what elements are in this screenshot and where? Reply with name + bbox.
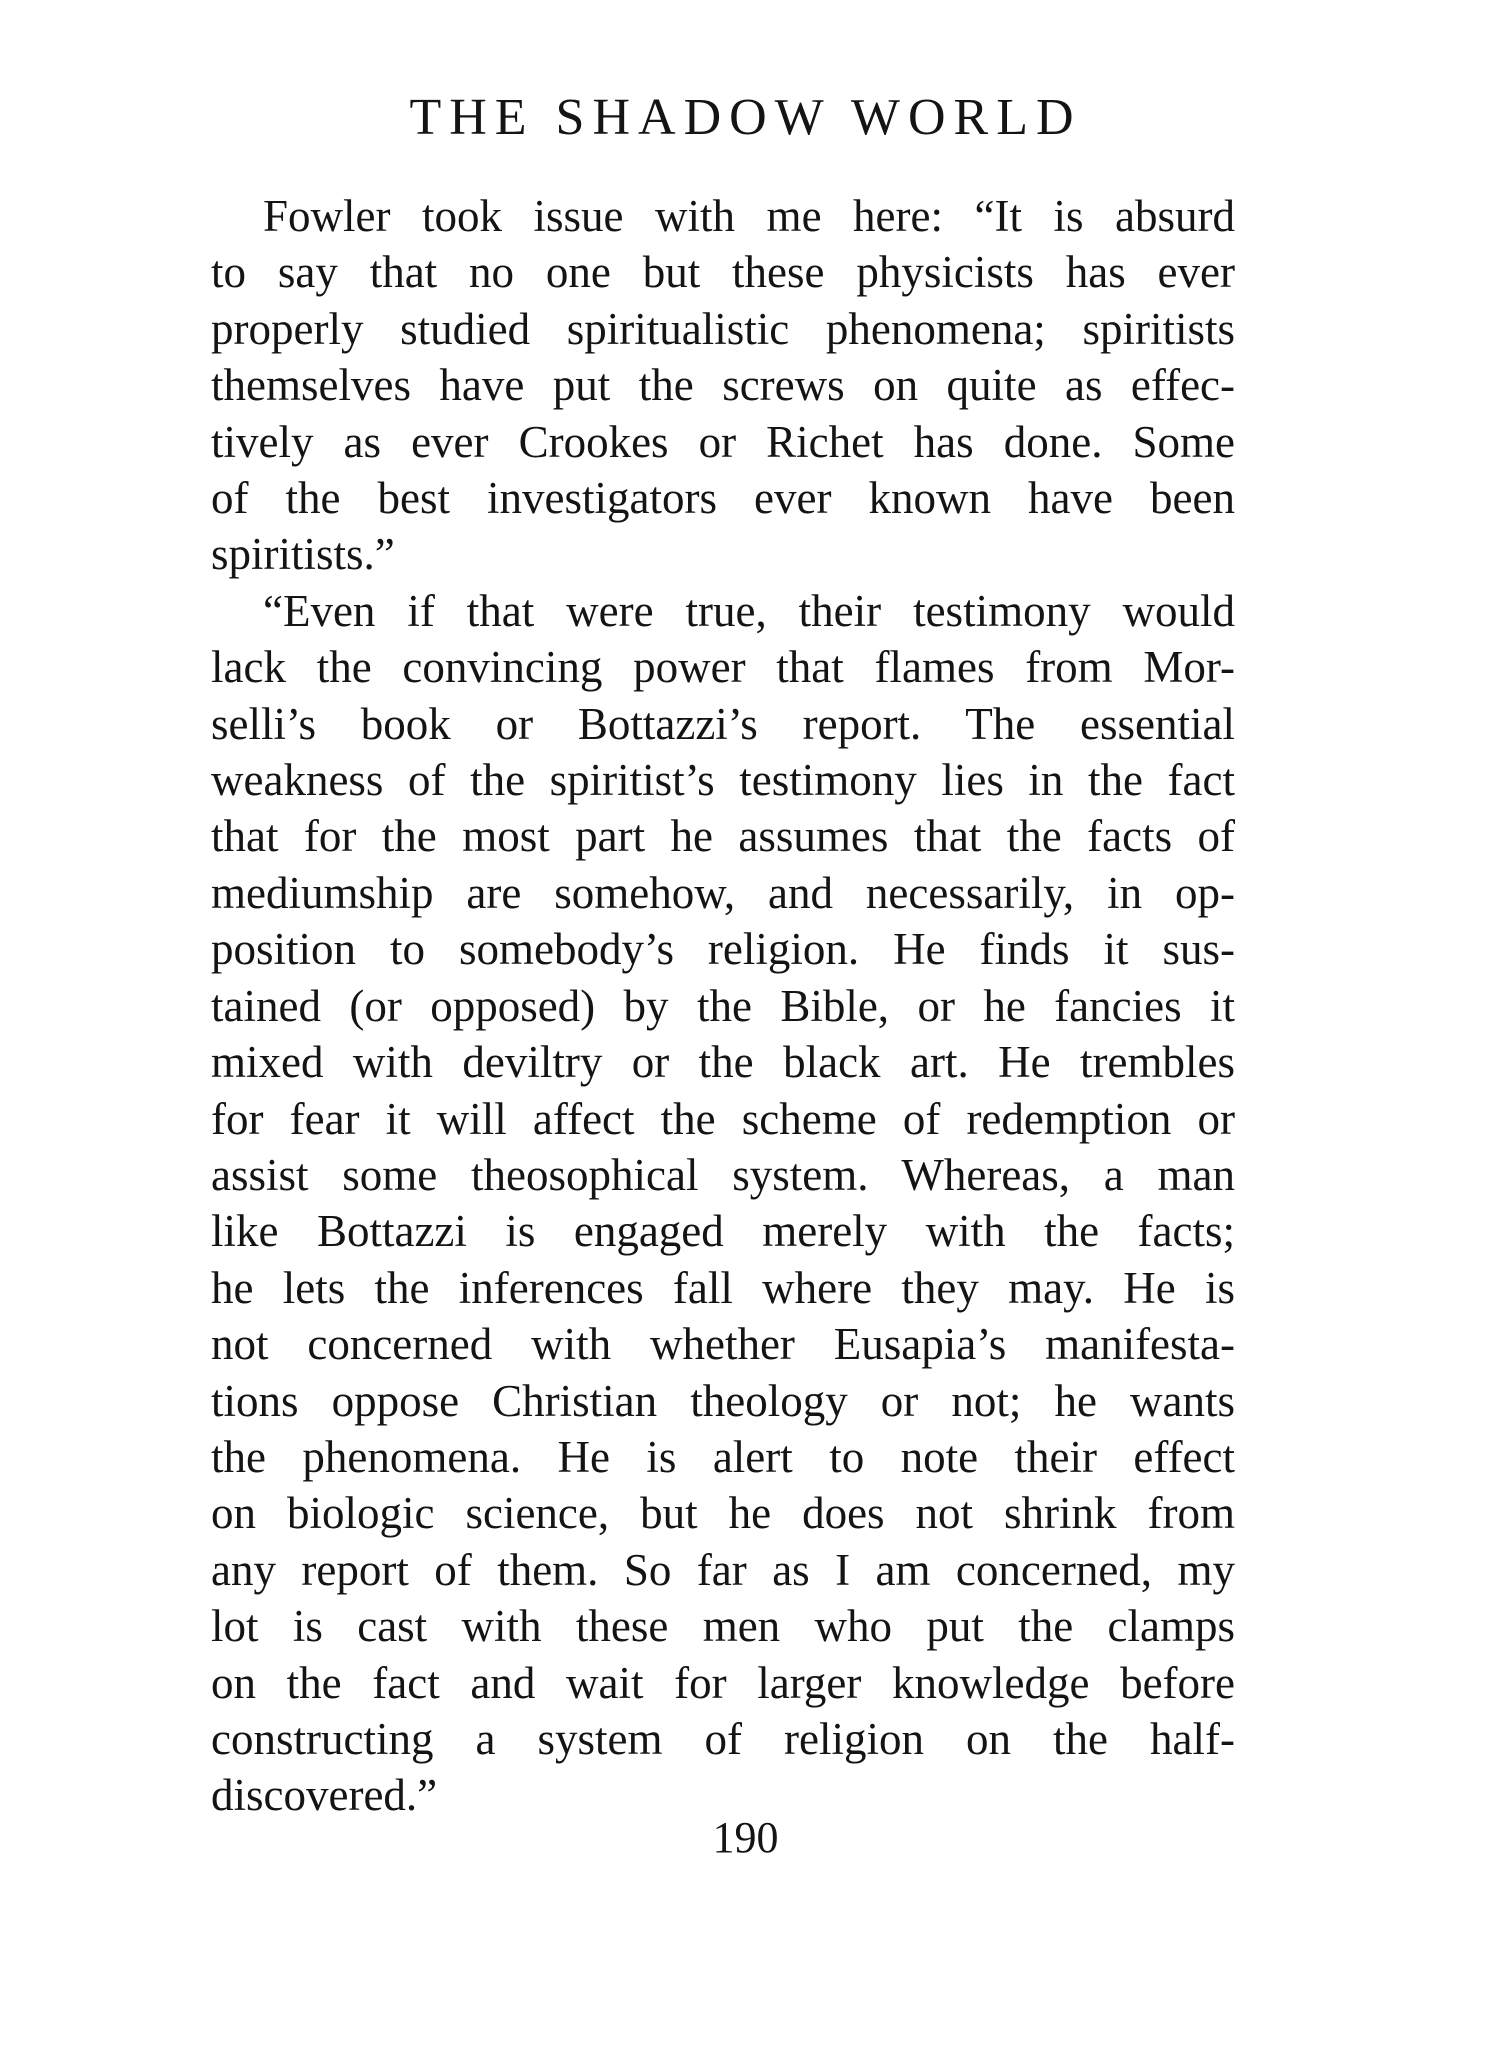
text-line: selli’s book or Bottazzi’s report. The essential xyxy=(211,698,1235,749)
text-line: on the fact and wait for larger knowledge before xyxy=(211,1657,1235,1708)
body-text xyxy=(211,188,1235,1824)
text-line: weakness of the spiritist’s testimony lies in the fact xyxy=(211,755,1235,806)
paragraph-2 xyxy=(211,583,1235,1824)
text-line: for fear it will affect the scheme of redemption or xyxy=(211,1093,1235,1144)
text-line: properly studied spiritualistic phenomena; spiritists xyxy=(211,303,1235,354)
text-line: Fowler took issue with me here: “It is absurd xyxy=(263,191,1235,241)
text-line: lack the convincing power that flames from Mor- xyxy=(211,642,1235,693)
text-line: “Even if that were true, their testimony would xyxy=(263,585,1235,636)
text-line: mixed with deviltry or the black art. He trembles xyxy=(211,1037,1235,1088)
running-head: THE SHADOW WORLD xyxy=(409,89,1082,146)
text-line: position to somebody’s religion. He finds it sus- xyxy=(211,924,1235,975)
text-line: discovered.” xyxy=(211,1770,438,1821)
text-line: like Bottazzi is engaged merely with the facts; xyxy=(211,1206,1235,1257)
text-line: tions oppose Christian theology or not; he wants xyxy=(211,1375,1235,1426)
paragraph-1 xyxy=(211,188,1235,583)
text-line: the phenomena. He is alert to note their effect xyxy=(211,1431,1235,1482)
text-line: tively as ever Crookes or Richet has done. Some xyxy=(211,416,1235,467)
text-line: not concerned with whether Eusapia’s manifesta- xyxy=(211,1319,1235,1370)
text-line: mediumship are somehow, and necessarily, in op- xyxy=(211,867,1235,918)
text-line: constructing a system of religion on the half- xyxy=(211,1713,1235,1764)
text-line: assist some theosophical system. Whereas, a man xyxy=(211,1149,1235,1200)
text-line: any report of them. So far as I am concerned, my xyxy=(211,1544,1235,1595)
text-line: themselves have put the screws on quite as effec- xyxy=(211,360,1235,411)
text-line: of the best investigators ever known have been xyxy=(211,473,1235,524)
text-line: that for the most part he assumes that the facts of xyxy=(211,811,1235,862)
text-line: he lets the inferences fall where they may. He is xyxy=(211,1262,1235,1313)
text-line: to say that no one but these physicists has ever xyxy=(211,247,1235,298)
text-line: spiritists.” xyxy=(211,529,395,580)
text-line: on biologic science, but he does not shrink from xyxy=(211,1488,1235,1539)
text-line: lot is cast with these men who put the clamps xyxy=(211,1601,1235,1652)
text-line: tained (or opposed) by the Bible, or he fancies it xyxy=(211,980,1235,1031)
page-number: 190 xyxy=(712,1813,779,1862)
